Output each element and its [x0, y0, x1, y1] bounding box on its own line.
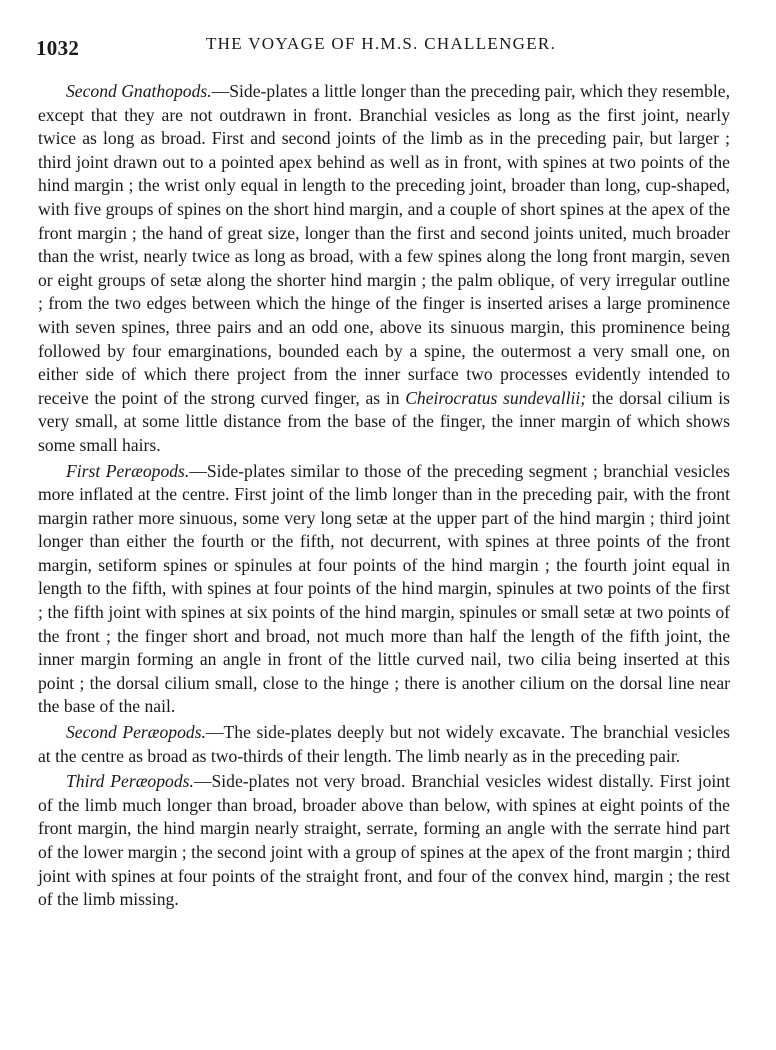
- section-heading: Third Peræopods.: [66, 771, 194, 792]
- running-title: THE VOYAGE OF H.M.S. CHALLENGER.: [206, 34, 557, 53]
- page-number: 1032: [36, 36, 80, 60]
- page-header: [36, 28, 748, 58]
- body-text: [38, 80, 730, 912]
- paragraph-text: —The side-plates deeply but not widely excavate. The branchial vesicles at the centre as broad as two-thirds of their length. The limb nearly as in the preceding pair.: [38, 722, 730, 766]
- section-heading: Second Peræopods.: [66, 722, 206, 743]
- paragraph-second-gnathopods: [38, 80, 730, 458]
- paragraph-first-peraeopods: [38, 460, 730, 720]
- paragraph-text: —Side-plates similar to those of the preceding segment ; branchial vesicles more inflated at the centre. First joint of the limb longer than in the preceding pair, with the front margin rather more sinuous, some very long setæ at the upper part of the hind margin ; third joint longer than either the fourth or the fifth, not decurrent, with spines at three points of the front margin, setiform spines or spinules at four points of the hind margin ; the fourth joint equal in length to the fifth, with spines at four points of the hind margin, spinules at two points of the first ; the fifth joint with spines at six points of the hind margin, spinules or small setæ at two points of the front ; the finger short and broad, not much more than half the length of the fifth joint, the inner margin forming an angle in front of the little curved nail, two cilia being inserted at this point ; the dorsal cilium small, close to the hinge ; there is another cilium on the dorsal line near the base of the nail.: [38, 460, 730, 717]
- section-heading: Second Gnathopods.: [66, 81, 212, 101]
- paragraph-text: —Side-plates not very broad. Branchial vesicles widest distally. First joint of the limb much longer than broad, broader above than below, with spines at eight points of the front margin, the hind margin nearly straight, serrate, forming an angle with the serrate hind part of the lower margin ; the second joint with a group of spines at the apex of the front margin ; third joint with spines at four points of the straight front, and four of the convex hind, margin ; the rest of the limb missing.: [38, 771, 730, 910]
- species-name: Cheirocratus sundevallii;: [405, 387, 587, 408]
- section-heading: First Peræopods.: [66, 460, 190, 481]
- paragraph-text: —Side-plates a little longer than the preceding pair, which they resemble, except that they are not outdrawn in front. Branchial vesicles as long as the first joint, nearly twice as long as broad. First and second joints of the limb as in the preceding pair, but larger ; third joint drawn out to a pointed apex behind as well as in front, with spines at two points of the hind margin ; the wrist only equal in length to the preceding joint, broader than long, cup-shaped, with five groups of spines on the short hind margin, and a couple of short spines at the apex of the front margin ; the hand of great size, longer than the first and second joints united, much broader than the wrist, nearly twice as long as broad, with a few spines along the long front margin, seven or eight groups of setæ along the shorter hind margin ; the palm oblique, of very irregular outline ; from the two edges between which the hinge of the finger is inserted arises a large prominence with seven spines, three pairs and an odd one, above its sinuous margin, this prominence being followed by four emarginations, bounded each by a spine, the outermost a very small one, on either side of which there project from the inner surface two processes evidently intended to receive the point of the strong curved finger, as in: [38, 81, 731, 408]
- paragraph-third-peraeopods: [38, 770, 730, 912]
- paragraph-second-peraeopods: [38, 721, 730, 768]
- paragraph-text-continued: the dorsal cilium is very small, at some little distance from the base of the finger, the inner margin of which shows some small hairs.: [38, 387, 730, 455]
